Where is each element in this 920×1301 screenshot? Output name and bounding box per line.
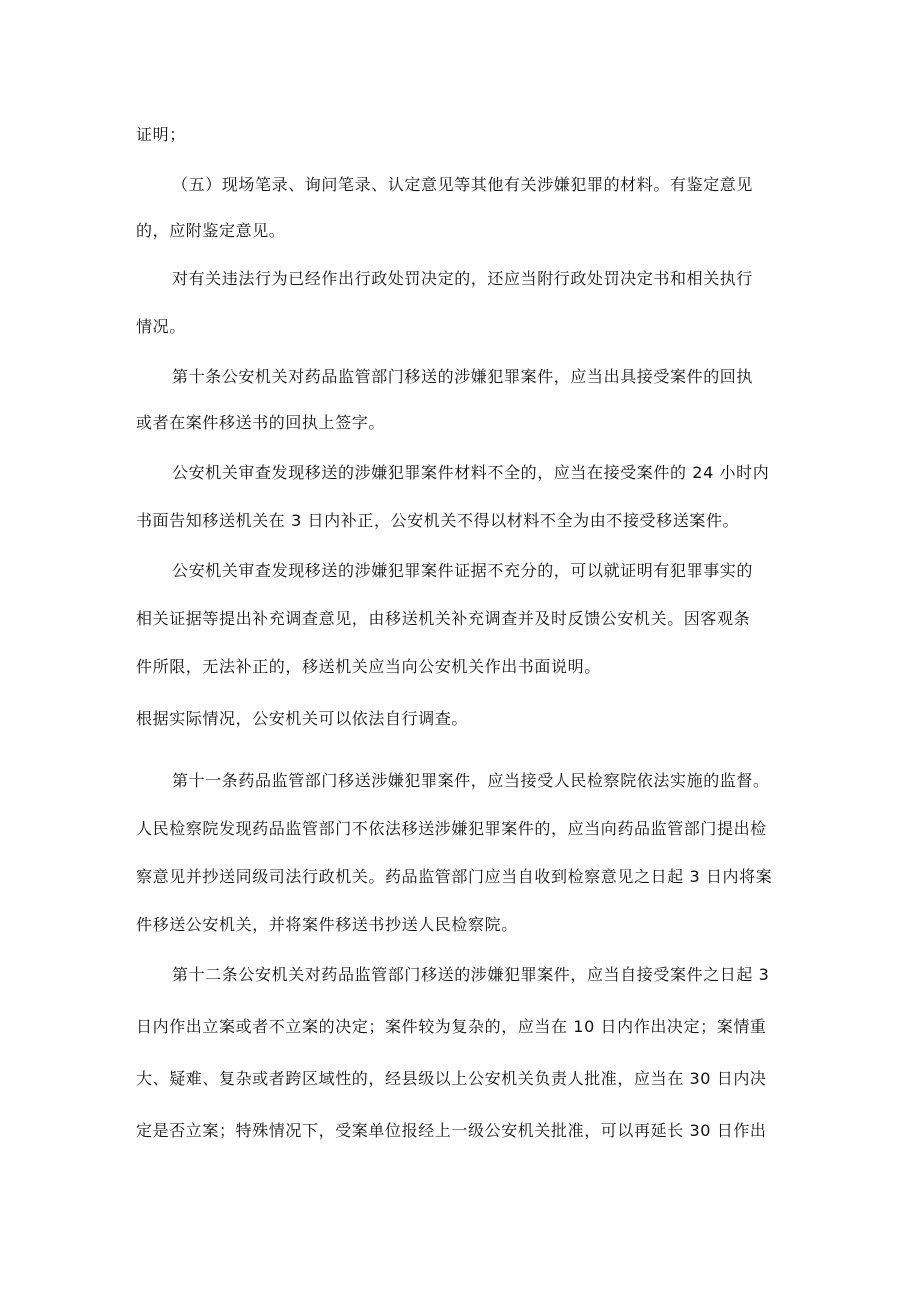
paragraph-first-line: 公安机关审查发现移送的涉嫌犯罪案件材料不全的，应当在接受案件的 24 小时内: [172, 463, 770, 482]
text-line: 大、疑难、复杂或者跨区域性的，经县级以上公安机关负责人批准，应当在 30 日内决: [136, 1069, 767, 1088]
text-line: 的，应附鉴定意见。: [136, 221, 286, 240]
text-line: 件所限，无法补正的，移送机关应当向公安机关作出书面说明。: [136, 657, 601, 676]
paragraph-first-line: 第十条公安机关对药品监管部门移送的涉嫌犯罪案件，应当出具接受案件的回执: [172, 367, 754, 386]
text-line: 日内作出立案或者不立案的决定；案件较为复杂的，应当在 10 日内作出决定；案情重: [136, 1017, 767, 1036]
paragraph-first-line: 对有关违法行为已经作出行政处罚决定的，还应当附行政处罚决定书和相关执行: [172, 269, 754, 288]
paragraph-first-line: 第十二条公安机关对药品监管部门移送的涉嫌犯罪案件，应当自接受案件之日起 3: [172, 965, 770, 984]
text-line: 定是否立案；特殊情况下，受案单位报经上一级公安机关批准，可以再延长 30 日作出: [136, 1121, 767, 1140]
text-line: 人民检察院发现药品监管部门不依法移送涉嫌犯罪案件的，应当向药品监管部门提出检: [136, 819, 767, 838]
paragraph-first-line: 公安机关审查发现移送的涉嫌犯罪案件证据不充分的，可以就证明有犯罪事实的: [172, 561, 754, 580]
paragraph-first-line: （五）现场笔录、询问笔录、认定意见等其他有关涉嫌犯罪的材料。有鉴定意见: [172, 175, 754, 194]
text-line: 或者在案件移送书的回执上签字。: [136, 413, 386, 432]
text-line: 书面告知移送机关在 3 日内补正，公安机关不得以材料不全为由不接受移送案件。: [136, 511, 740, 530]
text-line: 根据实际情况，公安机关可以依法自行调查。: [136, 709, 469, 728]
text-line: 察意见并抄送同级司法行政机关。药品监管部门应当自收到检察意见之日起 3 日内将案: [136, 867, 773, 886]
text-line: 情况。: [136, 317, 186, 336]
text-line: 相关证据等提出补充调查意见，由移送机关补充调查并及时反馈公安机关。因客观条: [136, 609, 751, 628]
paragraph-first-line: 第十一条药品监管部门移送涉嫌犯罪案件，应当接受人民检察院依法实施的监督。: [172, 771, 770, 790]
text-line: 件移送公安机关，并将案件移送书抄送人民检察院。: [136, 915, 518, 934]
text-line: 证明；: [136, 125, 186, 144]
